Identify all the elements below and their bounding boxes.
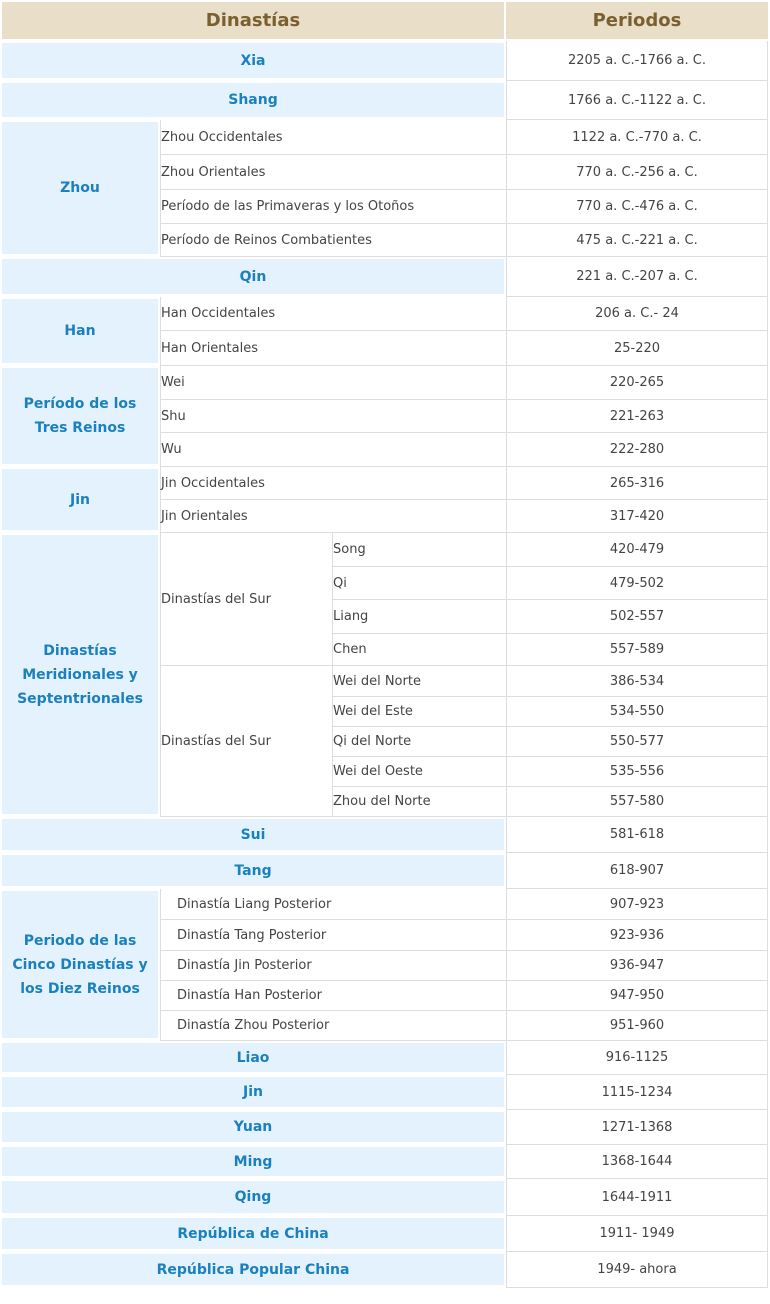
header-dynasties: Dinastías [2,2,506,41]
dynasty-period: 1766 a. C.-1122 a. C. [506,81,768,120]
dynasty-period: 916-1125 [506,1041,768,1075]
subdynasty-name: Jin Occidentales [160,467,506,500]
subdynasty-period: 923-936 [506,920,768,951]
subdynasty-period: 222-280 [506,433,768,467]
subdynasty-name: Período de Reinos Combatientes [160,224,506,257]
subdynasty-name: Dinastía Jin Posterior [160,951,506,981]
table-row [2,467,768,500]
dynasty-name: Shang [2,81,506,120]
dynasty-name [2,889,160,1041]
subdynasty-name: Qi [332,567,506,600]
table-row [2,853,768,889]
subdynasty-period: 557-589 [506,634,768,666]
subdynasty-name: Chen [332,634,506,666]
table-row [2,817,768,853]
dynasty-name: Xia [2,41,506,81]
subdynasty-name: Wei del Este [332,697,506,727]
subdynasty-period: 420-479 [506,533,768,567]
dynasty-name: Ming [2,1145,506,1179]
dynasty-name: República de China [2,1216,506,1252]
dynasty-name [2,366,160,467]
dynasty-period: 1368-1644 [506,1145,768,1179]
dynasty-period: 1949- ahora [506,1252,768,1288]
table-row [2,366,768,400]
table-row [2,1110,768,1145]
header-periods: Periodos [506,2,768,41]
subdynasty-period: 557-580 [506,787,768,817]
subdynasty-name: Wu [160,433,506,467]
subdynasty-period: 25-220 [506,331,768,366]
dynasty-name [2,533,160,817]
table-row [2,1041,768,1075]
table-row [2,533,768,567]
subdynasty-period: 317-420 [506,500,768,533]
dynasty-name-line: Período de los [23,396,137,412]
dynasty-period: 221 a. C.-207 a. C. [506,257,768,297]
dynasty-name: Han [2,297,160,366]
subdynasty-name: Han Orientales [160,331,506,366]
subdynasty-period: 475 a. C.-221 a. C. [506,224,768,257]
table-row [2,120,768,155]
table-row [2,1252,768,1288]
dynasty-period: 1644-1911 [506,1179,768,1216]
subdynasty-name: Dinastía Liang Posterior [160,889,506,920]
table-row [2,1216,768,1252]
table-row [2,1075,768,1110]
subdynasty-name: Período de las Primaveras y los Otoños [160,190,506,224]
dynasties-table [2,2,768,1288]
dynasty-name: Liao [2,1041,506,1075]
subdynasty-period: 502-557 [506,600,768,634]
subdynasty-period: 221-263 [506,400,768,433]
dynasty-period: 1271-1368 [506,1110,768,1145]
dynasty-period: 618-907 [506,853,768,889]
dynasty-name: Qin [2,257,506,297]
dynasty-name: Zhou [2,120,160,257]
subdynasty-period: 770 a. C.-476 a. C. [506,190,768,224]
dynasty-name-line: Cinco Dinastías y [12,956,148,973]
subdynasty-name: Zhou del Norte [332,787,506,817]
subdynasty-period: 951-960 [506,1011,768,1041]
dynasty-period: 2205 a. C.-1766 a. C. [506,41,768,81]
dynasty-name: Jin [2,1075,506,1110]
subgroup-name: Dinastías del Sur [160,666,332,817]
subdynasty-period: 479-502 [506,567,768,600]
subdynasty-name: Wei del Oeste [332,757,506,787]
dynasty-name: Qing [2,1179,506,1216]
subdynasty-period: 534-550 [506,697,768,727]
table-row [2,257,768,297]
subdynasty-name: Han Occidentales [160,297,506,331]
subdynasty-name: Shu [160,400,506,433]
dynasty-name-line: Dinastías [43,642,117,659]
subdynasty-name: Wei del Norte [332,666,506,697]
table-row [2,41,768,81]
table-row [2,81,768,120]
subdynasty-period: 936-947 [506,951,768,981]
table-row [2,1179,768,1216]
table-row [2,297,768,331]
dynasty-name: Tang [2,853,506,889]
subdynasty-name: Dinastía Zhou Posterior [160,1011,506,1041]
subdynasty-name: Dinastía Tang Posterior [160,920,506,951]
subdynasty-period: 386-534 [506,666,768,697]
subdynasty-name: Wei [160,366,506,400]
subdynasty-period: 947-950 [506,981,768,1011]
subdynasty-name: Liang [332,600,506,634]
subdynasty-period: 907-923 [506,889,768,920]
subdynasty-name: Song [332,533,506,567]
dynasty-period: 581-618 [506,817,768,853]
dynasty-name-line: los Diez Reinos [20,980,140,997]
subdynasty-name: Zhou Occidentales [160,120,506,155]
subdynasty-name: Qi del Norte [332,727,506,757]
subdynasty-period: 265-316 [506,467,768,500]
dynasty-name-line: Tres Reinos [34,420,126,436]
table-row [2,1145,768,1179]
dynasty-name: Jin [2,467,160,533]
subdynasty-period: 1122 a. C.-770 a. C. [506,120,768,155]
table-row [2,889,768,920]
header-row [2,2,768,41]
subdynasty-name: Zhou Orientales [160,155,506,190]
subdynasty-period: 550-577 [506,727,768,757]
subdynasty-name: Dinastía Han Posterior [160,981,506,1011]
subdynasty-period: 206 a. C.- 24 [506,297,768,331]
dynasty-name: Yuan [2,1110,506,1145]
subdynasty-period: 770 a. C.-256 a. C. [506,155,768,190]
dynasty-name: Sui [2,817,506,853]
dynasty-period: 1911- 1949 [506,1216,768,1252]
dynasty-name: República Popular China [2,1252,506,1288]
subdynasty-period: 220-265 [506,366,768,400]
subdynasty-name: Jin Orientales [160,500,506,533]
dynasty-name-line: Septentrionales [17,690,143,707]
dynasty-name-line: Periodo de las [23,932,137,949]
subdynasty-period: 535-556 [506,757,768,787]
dynasty-name-line: Meridionales y [22,666,138,683]
subgroup-name: Dinastías del Sur [160,533,332,666]
dynasty-period: 1115-1234 [506,1075,768,1110]
